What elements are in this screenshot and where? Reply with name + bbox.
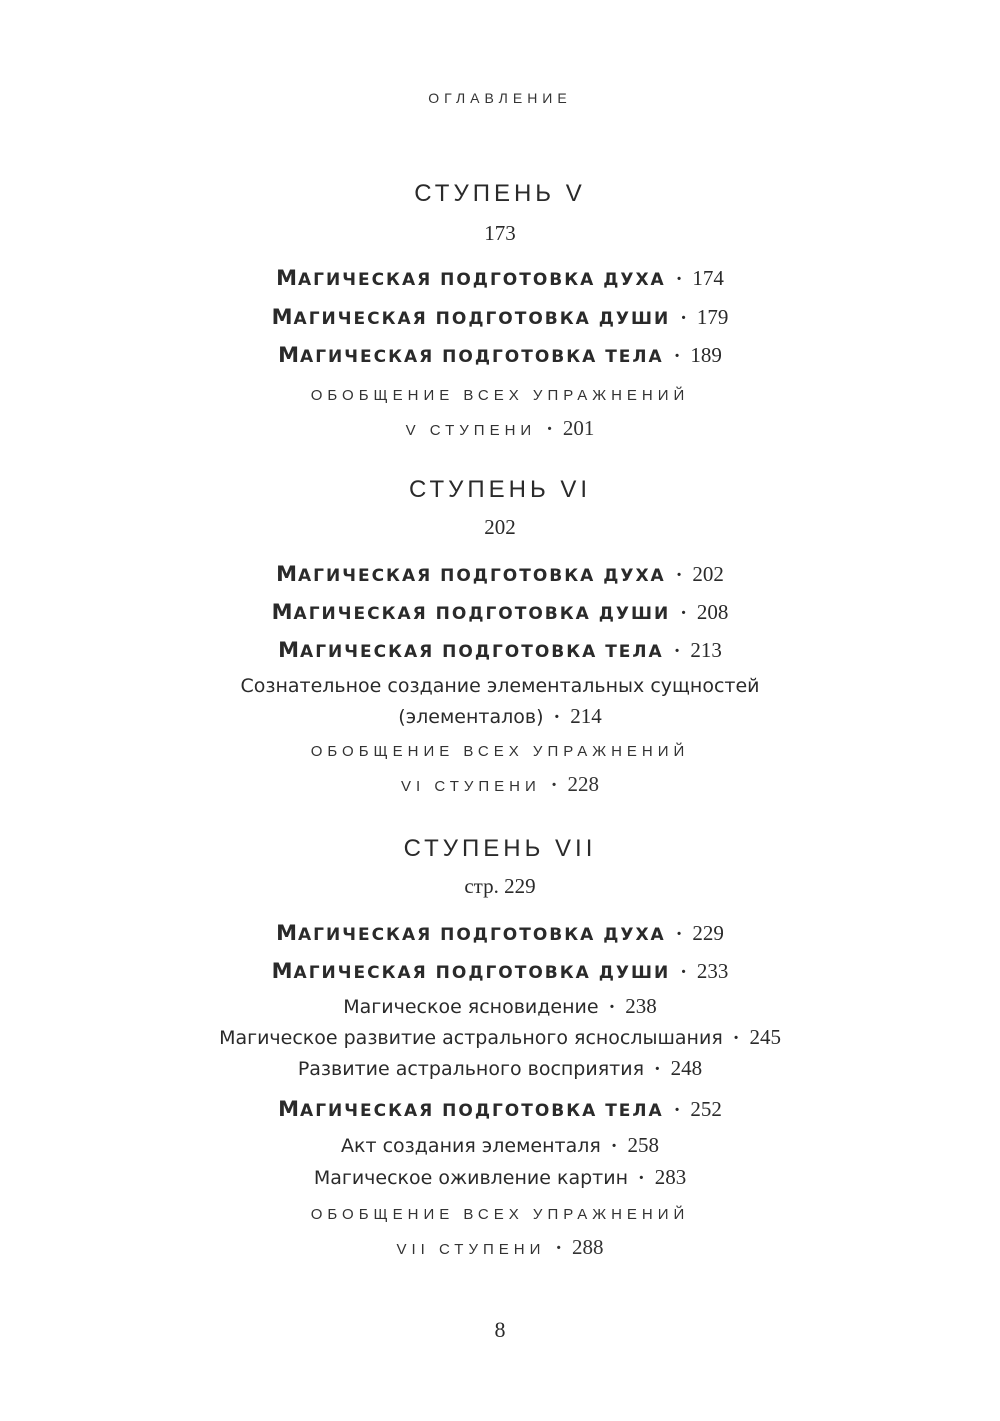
entry-initial: М (276, 562, 299, 586)
separator-dot: · (546, 418, 553, 440)
entry-title: АГИЧЕСКАЯ ПОДГОТОВКА ДУХА (298, 566, 666, 586)
separator-dot: · (608, 996, 616, 1018)
stage-6-body-entry[interactable] (0, 638, 1000, 663)
separator-dot: · (654, 1058, 661, 1080)
stage-7-elemental-act-entry[interactable] (0, 1133, 1000, 1158)
entry-title: (элементалов) (398, 706, 544, 728)
separator-dot: · (638, 1167, 645, 1189)
entry-page: 229 (692, 921, 724, 945)
stage-5-soul-entry[interactable] (0, 305, 1000, 330)
separator-dot: · (555, 1237, 563, 1259)
page-number: 8 (494, 1317, 506, 1342)
stage-5-summary-line1[interactable]: ОБОБЩЕНИЕ ВСЕХ УПРАЖНЕНИЙ (310, 387, 690, 404)
stage-7-title: СТУПЕНЬ VII (403, 835, 597, 862)
stage-5-title: СТУПЕНЬ V (414, 180, 586, 207)
separator-dot: · (610, 1135, 618, 1157)
entry-page: 214 (570, 704, 602, 728)
entry-title: АГИЧЕСКАЯ ПОДГОТОВКА ДУШИ (293, 604, 671, 624)
separator-dot: · (675, 564, 683, 586)
stage-7-animation-entry[interactable] (0, 1165, 1000, 1190)
summary-title: VI СТУПЕНИ (401, 778, 541, 795)
stage-6-summary-line2[interactable] (0, 772, 1000, 797)
stage-7-soul-entry[interactable] (0, 959, 1000, 984)
entry-page: 283 (654, 1165, 687, 1189)
stage-7-astral-perception-entry[interactable] (0, 1056, 1000, 1081)
stage-7-clairaudience-entry[interactable] (0, 1025, 1000, 1050)
entry-page: 174 (692, 266, 724, 290)
entry-title: Развитие астрального восприятия (297, 1058, 644, 1080)
separator-dot: · (680, 961, 687, 983)
separator-dot: · (673, 640, 681, 662)
stage-7-clairvoyance-entry[interactable] (0, 994, 1000, 1019)
entry-page: 245 (749, 1025, 781, 1049)
entry-initial: М (278, 343, 301, 367)
stage-7-summary-line1[interactable]: ОБОБЩЕНИЕ ВСЕХ УПРАЖНЕНИЙ (310, 1206, 690, 1223)
entry-title: АГИЧЕСКАЯ ПОДГОТОВКА ТЕЛА (300, 1101, 664, 1121)
separator-dot: · (675, 268, 683, 290)
stage-5-body-entry[interactable] (0, 343, 1000, 368)
entry-title: Магическое развитие астрального яснослышания (219, 1027, 723, 1049)
summary-page: 288 (572, 1235, 604, 1259)
entry-title: Акт создания элементаля (341, 1135, 601, 1157)
separator-dot: · (680, 307, 687, 329)
entry-initial: М (278, 1097, 301, 1121)
stage-6-page: 202 (484, 515, 516, 539)
entry-page: 208 (696, 600, 729, 624)
entry-initial: М (276, 921, 299, 945)
stage-7-summary-line2[interactable] (0, 1235, 1000, 1260)
stage-6-soul-entry[interactable] (0, 600, 1000, 625)
entry-page: 233 (696, 959, 729, 983)
entry-initial: М (271, 600, 294, 624)
entry-title: АГИЧЕСКАЯ ПОДГОТОВКА ДУШИ (293, 963, 671, 983)
stage-5-spirit-entry[interactable] (0, 266, 1000, 291)
stage-7-page: стр. 229 (464, 874, 536, 898)
entry-page: 189 (690, 343, 722, 367)
separator-dot: · (675, 923, 683, 945)
entry-page: 179 (696, 305, 729, 329)
stage-6-spirit-entry[interactable] (0, 562, 1000, 587)
summary-title: V СТУПЕНИ (405, 422, 537, 439)
entry-page: 238 (625, 994, 657, 1018)
stage-5-page: 173 (484, 221, 516, 245)
separator-dot: · (732, 1027, 740, 1049)
stage-6-elementals-line2[interactable] (0, 704, 1000, 729)
stage-7-body-entry[interactable] (0, 1097, 1000, 1122)
entry-title: Магическое ясновидение (343, 996, 599, 1018)
entry-page: 202 (692, 562, 724, 586)
summary-title: VII СТУПЕНИ (396, 1241, 546, 1258)
stage-5-summary-line2[interactable] (0, 416, 1000, 441)
entry-page: 258 (627, 1133, 659, 1157)
entry-initial: М (278, 638, 301, 662)
stage-6-title: СТУПЕНЬ VI (408, 476, 592, 503)
stage-6-summary-line1[interactable]: ОБОБЩЕНИЕ ВСЕХ УПРАЖНЕНИЙ (310, 743, 690, 760)
stage-7-spirit-entry[interactable] (0, 921, 1000, 946)
entry-title: АГИЧЕСКАЯ ПОДГОТОВКА ДУХА (298, 270, 666, 290)
entry-page: 213 (690, 638, 722, 662)
entry-title: АГИЧЕСКАЯ ПОДГОТОВКА ДУХА (298, 925, 666, 945)
toc-header: ОГЛАВЛЕНИЕ (428, 90, 572, 106)
entry-title: АГИЧЕСКАЯ ПОДГОТОВКА ТЕЛА (300, 642, 664, 662)
summary-page: 228 (567, 772, 599, 796)
entry-page: 252 (690, 1097, 722, 1121)
entry-initial: М (271, 959, 294, 983)
summary-page: 201 (562, 416, 595, 440)
separator-dot: · (673, 1099, 681, 1121)
entry-page: 248 (670, 1056, 703, 1080)
entry-initial: М (276, 266, 299, 290)
separator-dot: · (553, 706, 561, 728)
separator-dot: · (550, 774, 558, 796)
separator-dot: · (680, 602, 687, 624)
entry-title: АГИЧЕСКАЯ ПОДГОТОВКА ДУШИ (293, 309, 671, 329)
entry-title: АГИЧЕСКАЯ ПОДГОТОВКА ТЕЛА (300, 347, 664, 367)
separator-dot: · (673, 345, 681, 367)
stage-6-elementals-line1[interactable]: Сознательное создание элементальных сущностей (240, 675, 760, 697)
entry-title: Магическое оживление картин (313, 1167, 629, 1189)
entry-initial: М (271, 305, 294, 329)
